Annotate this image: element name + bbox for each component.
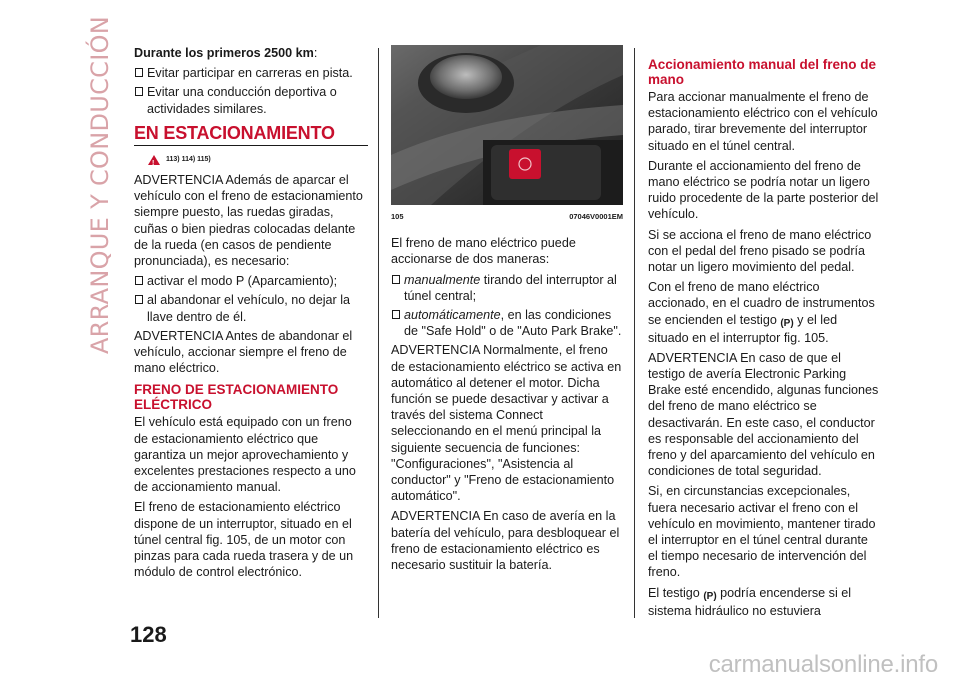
bullet-item: Evitar participar en carreras en pista. xyxy=(134,65,368,81)
paragraph: Durante el accionamiento del freno de mano eléctrico se podría notar un ligero ruido procedente de la parte posterior del vehículo. xyxy=(648,158,879,222)
subsection-heading: FRENO DE ESTACIONAMIENTO ELÉCTRICO xyxy=(134,382,339,413)
paragraph: ADVERTENCIA En caso de avería en la batería del vehículo, para desbloquear el freno de estacionamiento eléctrico es necesario sustituir la batería. xyxy=(391,509,620,573)
bullet-item: al abandonar el vehículo, no dejar la llave dentro de él. xyxy=(134,292,368,324)
paragraph: Para accionar manualmente el freno de estacionamiento eléctrico con el vehículo parado, tirar brevemente del interruptor situado en el túnel central. xyxy=(648,90,878,153)
parking-brake-warning-icon: (P) xyxy=(703,590,717,602)
paragraph: El freno de mano eléctrico puede accionarse de dos maneras: xyxy=(391,236,576,267)
column-2 xyxy=(391,45,623,577)
paragraph: El testigo (P) podría encenderse si el sistema hidráulico no estuviera xyxy=(648,585,852,618)
bullet-item: manualmente tirando del interruptor al túnel central; xyxy=(391,272,623,304)
column-3 xyxy=(648,45,880,623)
paragraph: Con el freno de mano eléctrico accionado, en el cuadro de instrumentos se encienden el testigo (P) y el led situado en el interruptor fig. 105. xyxy=(648,280,875,345)
figure-caption xyxy=(391,209,623,225)
paragraph: ADVERTENCIA Además de aparcar el vehículo con el freno de estacionamiento siempre puesto, las ruedas giradas, cuñas o bien piedras colocadas delante de la rueda (en casos de pendiente pronunciada), es necesario: xyxy=(134,173,363,269)
column-divider xyxy=(378,48,379,618)
column-1 xyxy=(134,45,368,584)
paragraph: ADVERTENCIA En caso de que el testigo de avería Electronic Parking Brake esté encendido, algunas funciones del freno de mano eléctrico se desactivarán. En este caso, el conductor es responsable del accionamiento del freno y del aparcamiento del vehículo en condiciones de total seguridad. xyxy=(648,350,879,479)
watermark: carmanualsonline.info xyxy=(708,651,938,678)
subsection-heading: Accionamiento manual del freno de mano xyxy=(648,57,877,87)
page-number: 128 xyxy=(130,622,167,647)
bullet-item: activar el modo P (Aparcamiento); xyxy=(134,273,368,289)
heading-rule xyxy=(134,145,368,146)
section-side-title: ARRANQUE Y CONDUCCIÓN xyxy=(86,15,114,355)
bullet-item: Evitar una conducción deportiva o actividades similares. xyxy=(134,84,368,116)
paragraph: Si, en circunstancias excepcionales, fuera necesario activar el freno con el vehículo en movimiento, mantener tirado el interruptor en el túnel central durante el tiempo necesario de intervención del freno. xyxy=(648,484,876,580)
figure-number: 105 xyxy=(391,212,404,221)
intro-line: Durante los primeros 2500 km: xyxy=(134,46,318,60)
console-photo xyxy=(391,45,623,205)
paragraph: El freno de estacionamiento eléctrico dispone de un interruptor, situado en el túnel central fig. 105, de un motor con pinzas para cada rueda trasera y de un módulo de control electrónico. xyxy=(134,500,354,580)
figure-code: 07046V0001EM xyxy=(569,212,623,221)
paragraph: Si se acciona el freno de mano eléctrico con el pedal del freno pisado se podría notar un ligero movimiento del pedal. xyxy=(648,227,872,275)
paragraph: ADVERTENCIA Normalmente, el freno de estacionamiento eléctrico se activa en automático al detener el motor. Dicha función se puede desactivar y activar a través del sistema Connect seleccionando en el menú principal la siguiente secuencia de funciones: "Configuraciones", "Asistencia al conductor" y "Freno de estacionamiento automático". xyxy=(391,343,622,504)
parking-brake-warning-icon: (P) xyxy=(780,317,794,329)
section-heading: EN ESTACIONAMIENTO xyxy=(134,122,335,143)
warning-refs: ! 113) 114) 115) xyxy=(148,152,368,168)
paragraph: ADVERTENCIA Antes de abandonar el vehículo, accionar siempre el freno de mano eléctrico. xyxy=(134,328,353,376)
paragraph: El vehículo está equipado con un freno de estacionamiento eléctrico que garantiza un mejor aprovechamiento y excelentes prestaciones respecto a uno de accionamiento manual. xyxy=(134,415,356,495)
warning-triangle-icon xyxy=(148,155,160,165)
column-divider xyxy=(634,48,635,618)
bullet-item: automáticamente, en las condiciones de "Safe Hold" o de "Auto Park Brake". xyxy=(391,307,623,339)
figure-parking-brake-switch xyxy=(391,45,623,205)
